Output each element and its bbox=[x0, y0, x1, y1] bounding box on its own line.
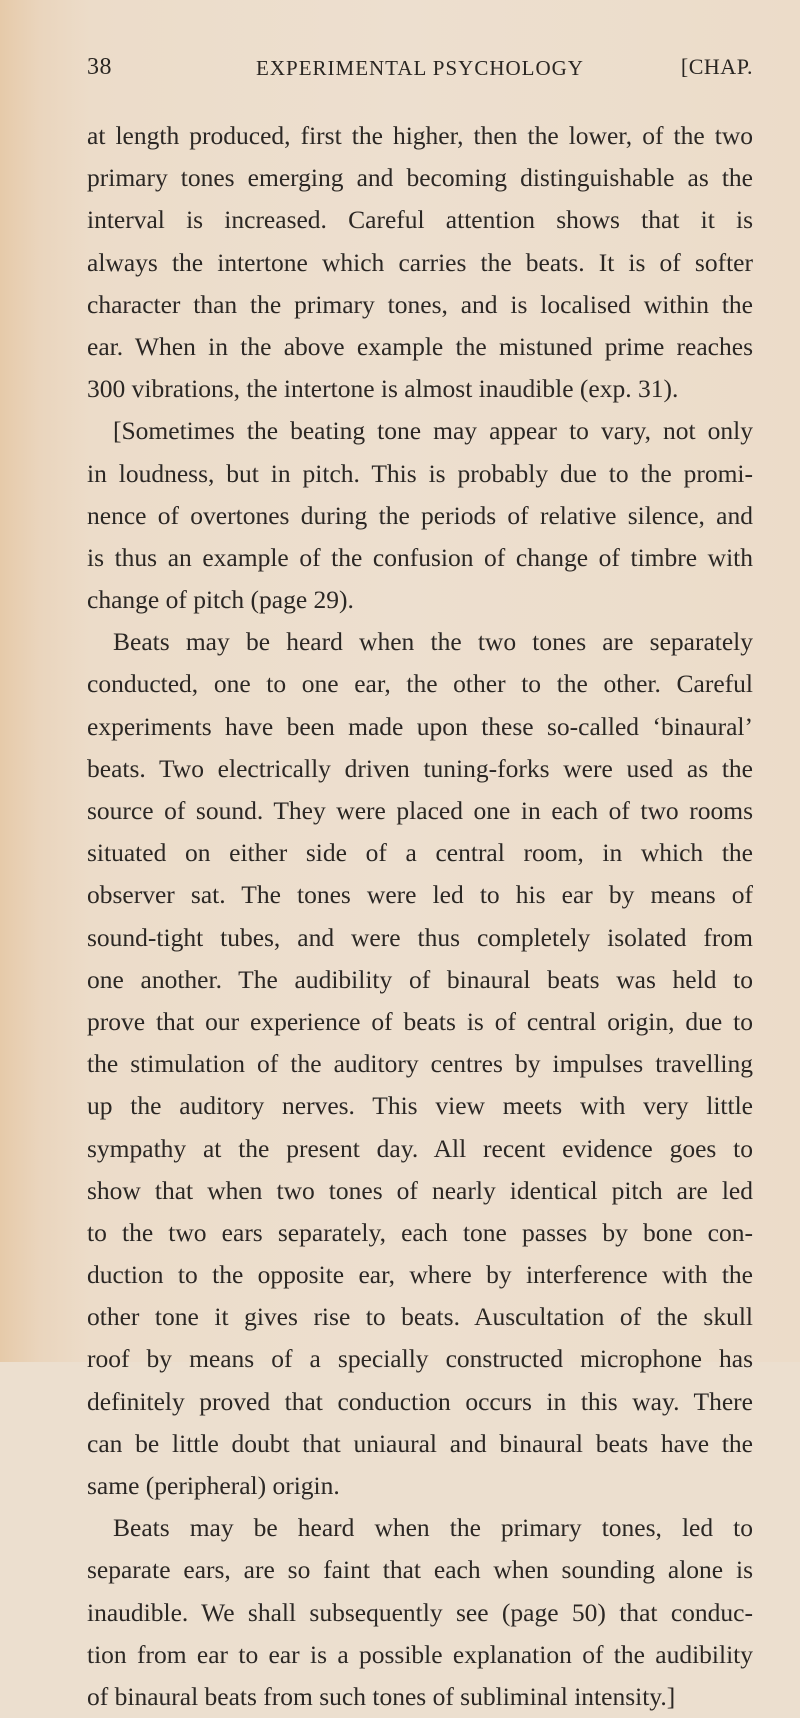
text-line: other tone it gives rise to beats. Auscultation of the skull bbox=[87, 1302, 753, 1332]
text-line: sympathy at the present day. All recent evidence goes to bbox=[87, 1133, 753, 1163]
page-number: 38 bbox=[87, 54, 112, 80]
text-line: change of pitch (page 29). bbox=[87, 585, 354, 615]
text-line: source of sound. They were placed one in each of two rooms bbox=[87, 796, 753, 825]
text-line: one another. The audibility of binaural beats was held to bbox=[87, 964, 753, 994]
text-line: experiments have been made upon these so-called ‘binaural’ bbox=[87, 711, 753, 741]
text-line: same (peripheral) origin. bbox=[87, 1471, 340, 1500]
text-line: up the auditory nerves. This view meets with very little bbox=[87, 1091, 753, 1121]
text-line: in loudness, but in pitch. This is probably due to the promi- bbox=[87, 458, 753, 488]
text-line: character than the primary tones, and is localised within the bbox=[87, 289, 753, 319]
text-line: Beats may be heard when the primary tones, led to bbox=[113, 1513, 753, 1543]
text-line: ear. When in the above example the mistuned prime reaches bbox=[87, 331, 753, 361]
text-line: [Sometimes the beating tone may appear to vary, not only bbox=[113, 416, 753, 446]
text-line: can be little doubt that uniaural and binaural beats have the bbox=[87, 1428, 753, 1458]
text-line: show that when two tones of nearly identical pitch are led bbox=[87, 1175, 753, 1205]
paragraph bbox=[87, 1507, 753, 1718]
text-line: at length produced, first the higher, then the lower, of the two bbox=[87, 121, 753, 150]
body-text bbox=[87, 115, 753, 1718]
running-title: EXPERIMENTAL PSYCHOLOGY bbox=[256, 56, 584, 80]
text-line: to the two ears separately, each tone passes by bone con- bbox=[87, 1217, 753, 1247]
text-line: the stimulation of the auditory centres by impulses travelling bbox=[87, 1049, 753, 1079]
paragraph bbox=[87, 410, 753, 621]
text-line: sound-tight tubes, and were thus completely isolated from bbox=[87, 922, 753, 952]
text-line: of binaural beats from such tones of subliminal intensity.] bbox=[87, 1681, 676, 1711]
text-line: conducted, one to one ear, the other to the other. Careful bbox=[87, 669, 753, 699]
running-header bbox=[87, 54, 753, 88]
text-line: interval is increased. Careful attention shows that it is bbox=[87, 205, 753, 235]
text-line: observer sat. The tones were led to his ear by means of bbox=[87, 880, 753, 910]
text-line: duction to the opposite ear, where by interference with the bbox=[87, 1260, 753, 1290]
text-line: definitely proved that conduction occurs in this way. There bbox=[87, 1386, 753, 1416]
text-line: separate ears, are so faint that each when sounding alone is bbox=[87, 1555, 753, 1585]
text-line: primary tones emerging and becoming distinguishable as the bbox=[87, 163, 753, 193]
text-line: nence of overtones during the periods of relative silence, and bbox=[87, 500, 753, 530]
text-line: always the intertone which carries the beats. It is of softer bbox=[87, 247, 753, 277]
text-line: beats. Two electrically driven tuning-forks were used as the bbox=[87, 753, 753, 783]
paragraph bbox=[87, 621, 753, 1507]
text-line: 300 vibrations, the intertone is almost inaudible (exp. 31). bbox=[87, 374, 679, 404]
text-line: roof by means of a specially constructed microphone has bbox=[87, 1344, 753, 1374]
text-line: is thus an example of the confusion of change of timbre with bbox=[87, 542, 753, 572]
text-line: situated on either side of a central room, in which the bbox=[87, 838, 753, 868]
text-line: tion from ear to ear is a possible explanation of the audibility bbox=[87, 1639, 753, 1669]
paragraph bbox=[87, 115, 753, 410]
text-line: inaudible. We shall subsequently see (page 50) that conduc- bbox=[87, 1597, 753, 1627]
text-line: prove that our experience of beats is of central origin, due to bbox=[87, 1006, 753, 1036]
text-line: Beats may be heard when the two tones are separately bbox=[113, 627, 753, 657]
chapter-marker: [CHAP. bbox=[680, 54, 753, 79]
